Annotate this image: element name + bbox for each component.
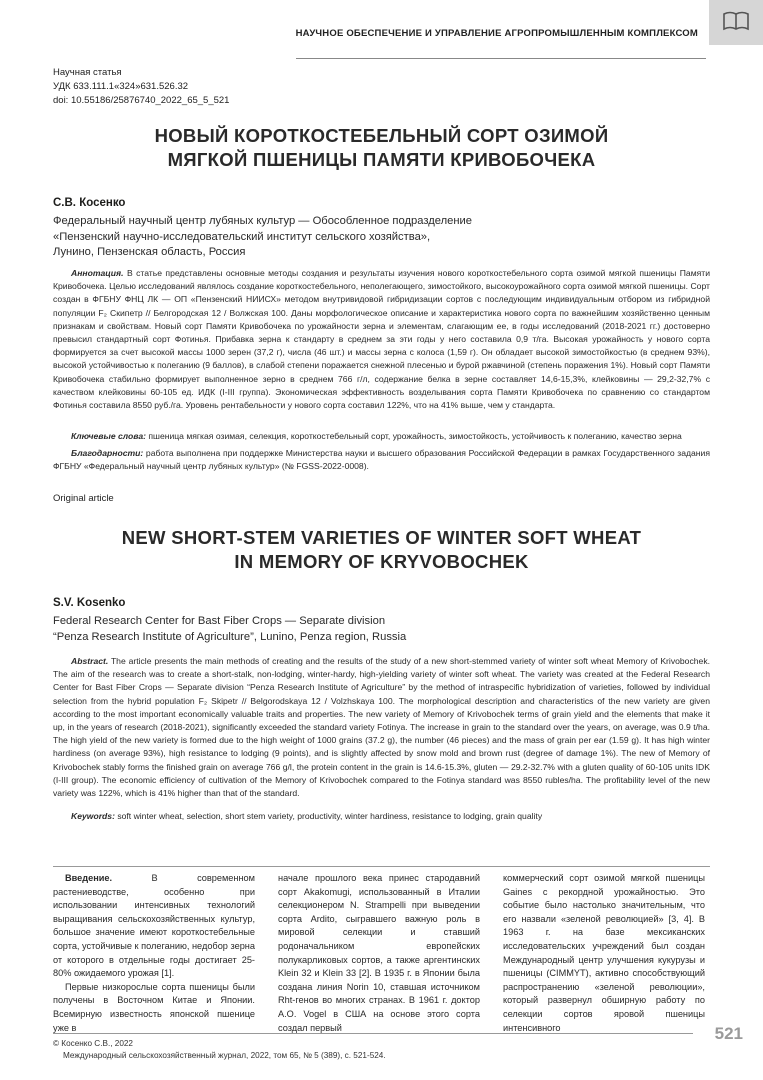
running-title: НАУЧНОЕ ОБЕСПЕЧЕНИЕ И УПРАВЛЕНИЕ АГРОПРОМЫШЛЕННЫМ КОМПЛЕКСОМ [295,28,698,39]
footer [53,1038,386,1062]
affiliation-ru [53,214,693,261]
title-en [53,526,710,574]
title-ru-line1: НОВЫЙ КОРОТКОСТЕБЕЛЬНЫЙ СОРТ ОЗИМОЙ [154,125,609,146]
ack-ru [53,447,710,473]
header-tab [709,0,763,45]
affiliation-en-line2: “Penza Research Institute of Agriculture”, Lunino, Penza region, Russia [53,630,407,643]
book-icon [722,11,750,33]
affiliation-ru-line3: Лунино, Пензенская область, Россия [53,246,246,258]
affiliation-ru-line1: Федеральный научный центр лубяных культур — Обособленное подразделение [53,215,472,227]
paragraph-text: В современном растениеводстве, особенно при использовании интенсивных технологий выращивания сельскохозяйственных культур, большое значение имеют короткостебельные сорта, устойчивые к полеганию, недобор зерна от которого в отдельные годы достигает 25-80% ожидаемого урожая [1]. [53,873,255,979]
keywords-en-text: soft winter wheat, selection, short stem variety, productivity, winter hardiness, resistance to lodging, grain quality [117,811,543,821]
header-rule [296,58,706,59]
abstract-en-text: The article presents the main methods of creating and the results of the study of a new short-stemmed variety of winter soft wheat Memory of Krivobochek. The aim of the research was to create a short-stalk, non-lodging, winter-hardy, high-yielding variety of winter soft wheat. The variety was created at the Federal Research Center for Bast Fiber Crops — Separate division “Penza Research Institute of Agriculture” by the method of intraspecific hybridization of varieties, followed by individual selection from the hybrid population F₂ Skipetr // Belgorodskaya 12 / Volzhskaya 100. The morphological description and characteristics of the new variety are given according to the most important economically valuable traits and properties. The new variety of Memory of Krivobochek terms of grain yield and the elements that make it up, in the years of research (2018-2021), significantly exceeded the standard variety Fotinya. The increase in grain to the standard over the years, on average, was 0.9 t/ha. The high yield of the new variety is formed due to the high weight of 1000 grains (37.2 g), the number (46 pieces) and the mass of grain per ear (1.59 g). It has high winter hardiness (on average 93%), high resistance to lodging (9 points), and is slightly affected by snow mold and brown rust (degree of damage 1%). The new of Memory of Krivobochek stably forms the finished grain on average 766 g/l, the protein content in the grain is 14.6-15.3%, gluten — 29.2-32.7% with a gluten quality of 60-105 units IDK (I-III group). The economic efficiency of cultivation of the Memory of Krivobochek compared to the Fotinya standard was 8550 rubles/ha. The profitability level of the new variety was 122%, which is 41% higher than that of the standard. [53,656,711,799]
article-type-en: Original article [53,493,114,504]
abstract-ru [53,267,710,412]
footer-rule [53,1033,693,1034]
affiliation-en [53,614,693,645]
abstract-en-label: Abstract. [71,656,109,666]
body-column-1 [53,872,255,1035]
article-type: Научная статья [53,67,122,78]
body-divider [53,866,710,867]
journal-citation: Международный сельскохозяйственный журнал, 2022, том 65, № 5 (389), с. 521-524. [63,1051,386,1060]
keywords-ru [53,430,710,443]
affiliation-ru-line2: «Пензенский научно-исследовательский институт сельского хозяйства», [53,230,431,243]
author-en: S.V. Kosenko [53,597,126,609]
ack-ru-label: Благодарности: [71,448,144,458]
body-column-2 [278,872,480,1035]
keywords-ru-text: пшеница мягкая озимая, селекция, короткостебельный сорт, урожайность, зимостойкость, устойчивость к полеганию, качество зерна [148,431,682,441]
article-meta [53,66,229,108]
running-header [0,14,706,54]
abstract-ru-text: В статье представлены основные методы создания и результаты изучения нового короткостебельного сорта озимой мягкой пшеницы Памяти Кривобочека. Целью исследований являлось создание короткостебельного, неполегающего, зимостойкого, высокоурожайного сорта озимой мягкой пшеницы. Сорт создан в ФГБНУ ФНЦ ЛК — ОП «Пензенский НИИСХ» методом внутривидовой гибридизации сортов с последующим индивидуальным отбором из гибридной популяции F₂ Скипетр // Белгородская 12 / Волжская 100. Даны морфологическое описание и характеристика нового сорта по важнейшим хозяйственно ценным признакам и свойствам. Новый сорт Памяти Кривобочека по урожайности зерна и элементам, слагающим ее, в годы исследований (2018-2021 гг.) достоверно превысил стандартный сорт Фотинья. Прибавка зерна к стандарту в среднем за эти годы у него составила 0,9 т/га. Высокая урожайность у нового сорта формируется за счет высокой массы 1000 зерен (37,2 г), числа (46 шт.) и массы зерна с колоса (1,59 г). Он обладает высокой зимостойкостью (в среднем 93%), высокой устойчивостью к полеганию (9 баллов), в слабой степени поражается снежной плесенью и бурой ржавчиной (степень поражения 1%). Новый сорт Памяти Кривобочека стабильно формирует выполненное зерно в среднем 766 г/л, содержание белка в зерне составляет 14,6-15,3%, клейковины — 29,2-32,7% с качеством клейковины 60-105 ед. ИДК (I-III группа). Экономическая эффективность возделывания сорта Памяти Кривобочека по сравнению со стандартом Фотинья составила 8550 руб./га. Уровень рентабельности у нового сорта составил 122%, что на 41% выше, чем у стандарта. [53,268,710,411]
udk-code: УДК 633.111.1«324»631.526.32 [53,81,189,92]
title-en-line2: IN MEMORY OF KRYVOBOCHEK [234,551,529,572]
intro-heading: Введение. [65,873,113,883]
title-en-line1: NEW SHORT-STEM VARIETIES OF WINTER SOFT WHEAT [121,527,642,548]
keywords-ru-label: Ключевые слова: [71,431,146,441]
title-ru [53,124,710,172]
copyright: © Косенко С.В., 2022 [53,1039,133,1048]
page-number: 521 [714,1024,743,1043]
author-ru: С.В. Косенко [53,197,126,209]
keywords-en-label: Keywords: [71,811,115,821]
title-ru-line2: МЯГКОЙ ПШЕНИЦЫ ПАМЯТИ КРИВОБОЧЕКА [167,149,596,170]
body-paragraph: начале прошлого века принес стародавний сорт Akakomugi, использованный в Италии селекционером N. Strampelli при выведении сорта Ardito, сыгравшего важную роль в мировой селекции и ставший родоначальником европейских полукарликовых сортов, а также аргентинских Klein 32 и Klein 33 [2]. В 1935 г. в Японии была создана линия Norin 10, ставшая источником Rht-генов во многих странах. В 1961 г. доктор А.О. Vogel в США на основе этого сорта создал первый [278,873,480,1033]
doi: doi: 10.55186/25876740_2022_65_5_521 [53,95,230,106]
ack-ru-text: работа выполнена при поддержке Министерства науки и высшего образования Российской Федерации в рамках Государственного задания ФГБНУ «Федеральный научный центр лубяных культур» (№ FGSS-2022-0008). [53,448,710,472]
abstract-ru-label: Аннотация. [71,268,124,278]
keywords-en [53,810,710,823]
body-paragraph: Первые низкорослые сорта пшеницы были получены в Восточном Китае и Японии. Всемирную известность японской пшенице уже в [53,981,255,1033]
body-paragraph: коммерческий сорт озимой мягкой пшеницы Gaines с рекордной урожайностью. Это событие было настолько значительным, что его назвали «зеленой революцией» [3, 4]. В 1963 г. на базе мексиканских исследовательских учреждений был создан Международный центр улучшения кукурузы и пшеницы (CIMMYT), активно способствующий распространению «зеленой революции», который развернул обширную работу по селекции сортов яровой пшеницы интенсивного [503,873,705,1033]
affiliation-en-line1: Federal Research Center for Bast Fiber Crops — Separate division [53,615,386,627]
abstract-en [53,655,710,800]
body-paragraph [53,872,255,981]
body-column-3 [503,872,705,1035]
